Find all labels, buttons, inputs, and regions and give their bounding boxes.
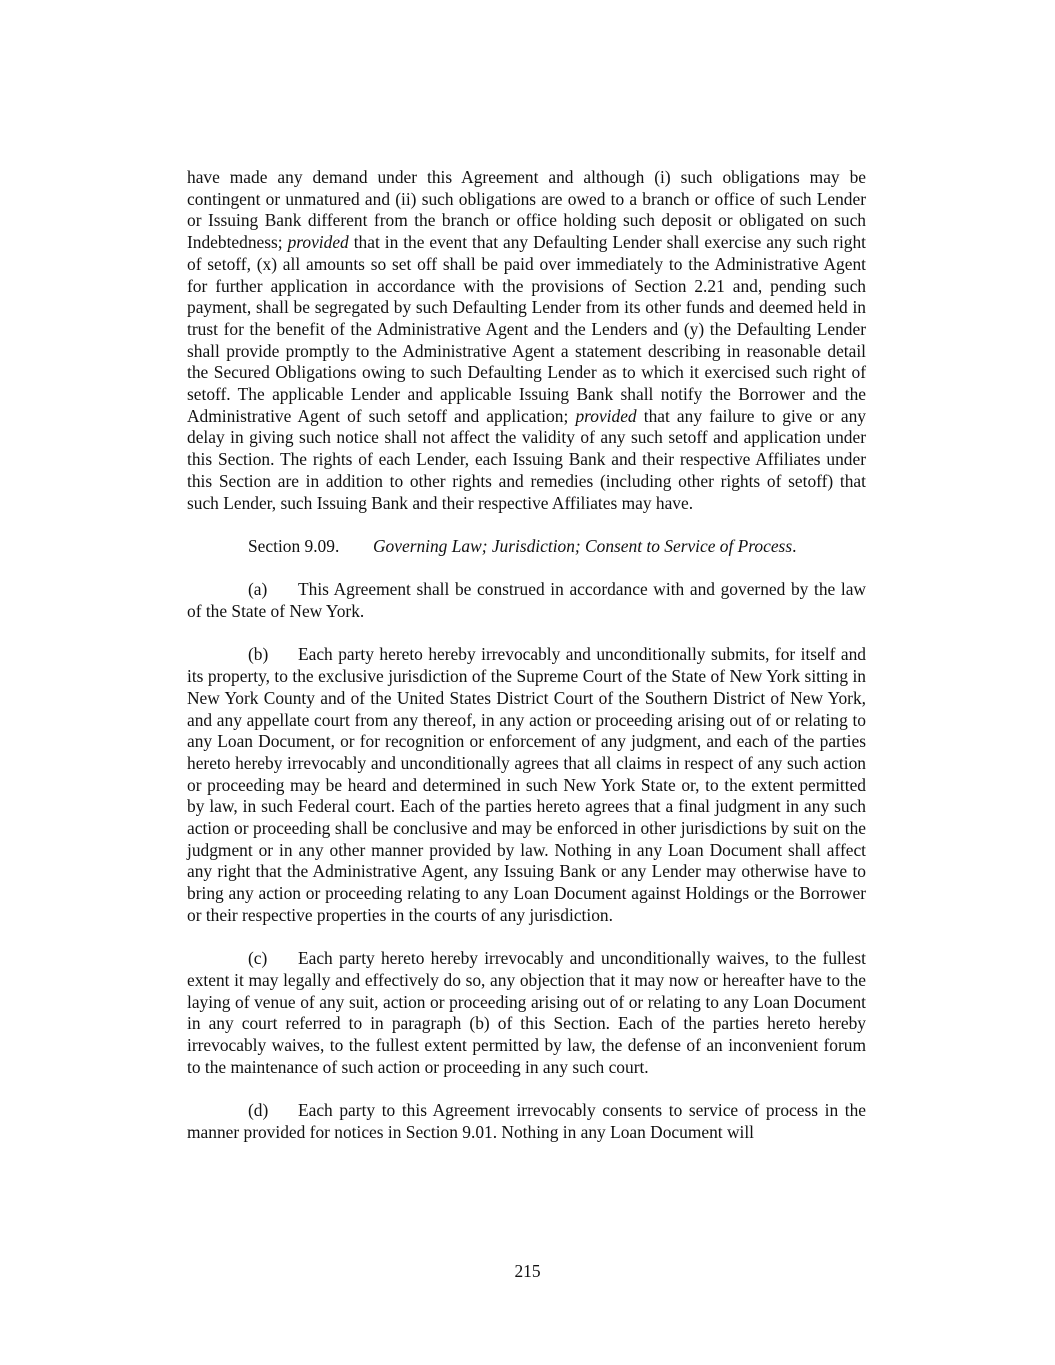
provided-term-1: provided (287, 232, 349, 253)
paragraph-text: Each party hereto hereby irrevocably and unconditionally submits, for itself and its property, to the exclusive jurisdiction of the Supreme Court of the State of New York sitting in New York County and of the United States District Court of the Southern District of New York, and any appellate court from any thereof, in any action or proceeding arising out of or relating to any Loan Document, or for recognition or enforcement of any judgment, and each of the parties hereto hereby irrevocably and unconditionally agrees that all claims in respect of any such action or proceeding may be heard and determined in such New York State or, to the extent permitted by law, in such Federal court. Each of the parties hereto agrees that a final judgment in any such action or proceeding shall be conclusive and may be enforced in other jurisdictions by suit on the judgment or in any other manner provided by law. Nothing in any Loan Document shall affect any right that the Administrative Agent, any Issuing Bank or any Lender may otherwise have to bring any action or proceeding relating to any Loan Document against Holdings or the Borrower or their respective properties in the courts of any jurisdiction. (187, 644, 866, 925)
page-number: 215 (514, 1261, 541, 1281)
paragraph-label: (d) (248, 1100, 269, 1121)
continuation-text-1: have made any demand under this Agreement and although (i) such obligations may be contingent or unmatured and (ii) such obligations are owed to a branch or office of such Lender or Issuing Bank different from the branch or office holding such deposit or obligated on such Indebtedness; (187, 167, 866, 253)
paragraph-c (187, 948, 866, 1078)
paragraph-a (187, 579, 866, 622)
section-heading (187, 536, 866, 558)
paragraph-text: This Agreement shall be construed in accordance with and governed by the law of the State of New York. (187, 579, 866, 622)
paragraph-d (187, 1100, 866, 1143)
continuation-paragraph (187, 167, 866, 514)
paragraph-label: (c) (248, 948, 268, 969)
continuation-text-3: that any failure to give or any delay in giving such notice shall not affect the validity of any such setoff and application under this Section. The rights of each Lender, each Issuing Bank and their respective Affiliates under this Section are in addition to other rights and remedies (including other rights of setoff) that such Lender, such Issuing Bank and their respective Affiliates may have. (187, 405, 866, 513)
continuation-text-2: that in the event that any Defaulting Lender shall exercise any such right of setoff, (x) all amounts so set off shall be paid over immediately to the Administrative Agent for further application in accordance with the provisions of Section 2.21 and, pending such payment, shall be segregated by such Defaulting Lender from its other funds and deemed held in trust for the benefit of the Administrative Agent and the Lenders and (y) the Defaulting Lender shall provide promptly to the Administrative Agent a statement describing in reasonable detail the Secured Obligations owing to such Defaulting Lender as to which it exercised such right of setoff. The applicable Lender and applicable Issuing Bank shall notify the Borrower and the Administrative Agent of such setoff and application; (187, 232, 866, 426)
paragraph-label: (b) (248, 644, 269, 665)
paragraph-text: Each party hereto hereby irrevocably and unconditionally waives, to the fullest extent it may legally and effectively do so, any objection that it may now or hereafter have to the laying of venue of any suit, action or proceeding arising out of or relating to any Loan Document in any court referred to in paragraph (b) of this Section. Each of the parties hereto hereby irrevocably waives, to the fullest extent permitted by law, the defense of an inconvenient forum to the maintenance of such action or proceeding in any such court. (187, 948, 866, 1077)
paragraph-text: Each party to this Agreement irrevocably consents to service of process in the manner provided for notices in Section 9.01. Nothing in any Loan Document will (187, 1100, 866, 1142)
provided-term-2: provided (575, 405, 637, 426)
section-title-period: . (792, 535, 797, 556)
section-title: Governing Law; Jurisdiction; Consent to Service of Process (373, 535, 793, 556)
paragraph-b (187, 644, 866, 926)
paragraph-label: (a) (248, 579, 268, 600)
section-number: Section 9.09. (248, 535, 340, 556)
document-body (187, 167, 866, 1144)
